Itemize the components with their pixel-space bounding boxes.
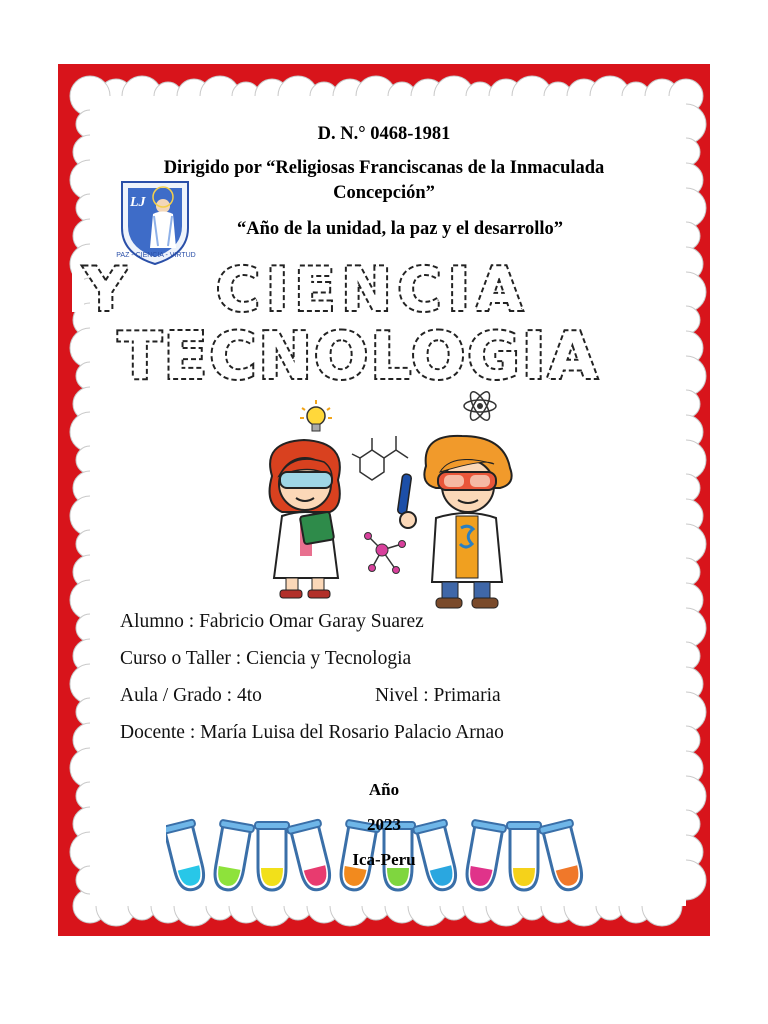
- logo-initials: LJ: [130, 195, 146, 210]
- test-tube: [209, 820, 254, 893]
- test-tube: [507, 822, 541, 890]
- directed-by-line2: Concepción”: [333, 183, 435, 203]
- course-line: Curso o Taller : Ciencia y Tecnologia: [120, 648, 412, 669]
- place: Ica-Peru: [352, 850, 416, 869]
- title-prefix: Y: [84, 255, 128, 325]
- title-ciencia: CIENCIA: [216, 255, 529, 325]
- year-motto: “Año de la unidad, la paz y el desarrollo”: [236, 219, 564, 239]
- directed-by-line1: Dirigido por “Religiosas Franciscanas de la Inmaculada: [163, 158, 605, 178]
- test-tube: [539, 819, 588, 893]
- girl-scientist-illustration: [252, 432, 362, 600]
- logo-motto: PAZ - CIENCIA - VIRTUD: [116, 252, 196, 259]
- dn-number: D. N.° 0468-1981: [317, 124, 451, 144]
- test-tube: [166, 819, 210, 893]
- level-line: Nivel : Primaria: [375, 685, 501, 706]
- teacher-line: Docente : María Luisa del Rosario Palacio Arnao: [120, 722, 504, 743]
- title-block: [70, 252, 690, 392]
- year-value: 2023: [367, 815, 401, 834]
- year-label: Año: [368, 780, 400, 799]
- grade-line: Aula / Grado : 4to: [120, 685, 262, 706]
- atom-icon: [460, 388, 500, 424]
- boy-scientist-illustration: [392, 428, 522, 612]
- student-line: Alumno : Fabricio Omar Garay Suarez: [120, 611, 424, 632]
- title-tecnologia: TECNOLOGIA: [118, 320, 600, 392]
